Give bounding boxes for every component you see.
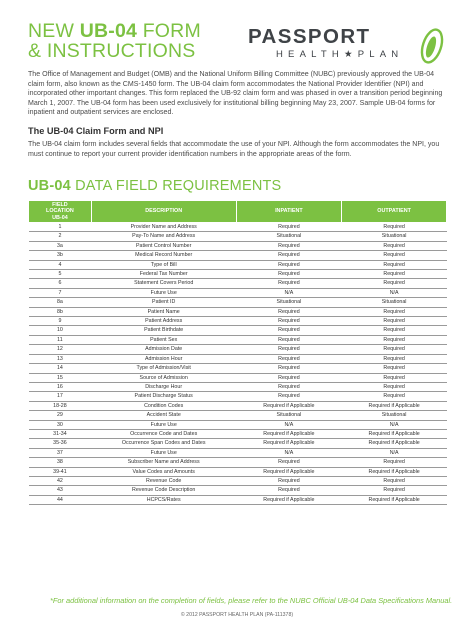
field-location-cell: 4 [29,260,92,269]
description-cell: Patient Sex [91,335,236,344]
description-cell: Patient Address [91,317,236,326]
inpatient-cell: Required [236,326,342,335]
passport-health-plan-logo [248,26,444,72]
header-description: DESCRIPTION [91,201,236,223]
description-cell: Admission Date [91,345,236,354]
outpatient-cell: Situational [342,232,447,241]
table-row [29,448,447,457]
field-location-cell: 35-36 [29,439,92,448]
outpatient-cell: N/A [342,288,447,297]
outpatient-cell: Required [342,251,447,260]
table-row [29,458,447,467]
description-cell: Patient Birthdate [91,326,236,335]
inpatient-cell: N/A [236,448,342,457]
inpatient-cell: Required [236,223,342,232]
field-location-cell: 15 [29,373,92,382]
data-field-requirements-heading: UB-04 DATA FIELD REQUIREMENTS [28,178,282,194]
inpatient-cell: Situational [236,411,342,420]
description-cell: Provider Name and Address [91,223,236,232]
title-line-1: NEW UB-04 FORM [28,20,201,42]
header-field-location: FIELD LOCATION UB-04 [29,201,92,223]
table-row [29,241,447,250]
description-cell: Condition Codes [91,401,236,410]
table-row [29,382,447,391]
table-row [29,251,447,260]
inpatient-cell: Required if Applicable [236,467,342,476]
description-cell: Type of Admission/Visit [91,364,236,373]
description-cell: Pay-To Name and Address [91,232,236,241]
npi-heading: The UB-04 Claim Form and NPI [28,126,164,136]
outpatient-cell: Required [342,307,447,316]
outpatient-cell: Required [342,270,447,279]
description-cell: Statement Covers Period [91,279,236,288]
header-outpatient: OUTPATIENT [342,201,447,223]
outpatient-cell: Situational [342,298,447,307]
inpatient-cell: Required [236,335,342,344]
table-row [29,486,447,495]
outpatient-cell: N/A [342,420,447,429]
table-row [29,467,447,476]
title-form-code: UB-04 [79,20,138,42]
field-location-cell: 42 [29,476,92,485]
header-inpatient: INPATIENT [236,201,342,223]
inpatient-cell: Required [236,279,342,288]
description-cell: Federal Tax Number [91,270,236,279]
inpatient-cell: Required [236,241,342,250]
logo-wordmark: PASSPORT [248,25,371,48]
logo-leaf-icon [418,26,444,70]
inpatient-cell: Required if Applicable [236,401,342,410]
description-cell: Revenue Code [91,476,236,485]
field-location-cell: 9 [29,317,92,326]
field-location-cell: 10 [29,326,92,335]
field-location-cell: 2 [29,232,92,241]
field-location-cell: 11 [29,335,92,344]
field-location-cell: 6 [29,279,92,288]
inpatient-cell: Required [236,251,342,260]
table-row [29,326,447,335]
description-cell: Source of Admission [91,373,236,382]
table-row [29,364,447,373]
table-row [29,270,447,279]
inpatient-cell: Required [236,354,342,363]
table-row [29,345,447,354]
field-location-cell: 3a [29,241,92,250]
table-row [29,307,447,316]
field-location-cell: 44 [29,495,92,504]
logo-star-icon: ★ [343,49,358,60]
description-cell: Future Use [91,448,236,457]
field-location-cell: 13 [29,354,92,363]
inpatient-cell: Required if Applicable [236,429,342,438]
description-cell: Patient Discharge Status [91,392,236,401]
description-cell: Revenue Code Description [91,486,236,495]
inpatient-cell: Required [236,307,342,316]
field-location-cell: 16 [29,382,92,391]
table-row [29,429,447,438]
description-cell: Patient ID [91,298,236,307]
table-row [29,392,447,401]
field-location-cell: 30 [29,420,92,429]
npi-paragraph: The UB-04 claim form includes several fields that accommodate the use of your NPI. Although the form accommodates the NPI, you must continue to report your current provider identification numbers in the appropriate areas of the form. [28,141,440,158]
outpatient-cell: Required if Applicable [342,401,447,410]
field-location-cell: 14 [29,364,92,373]
table-header-row [29,201,447,223]
outpatient-cell: Required [342,354,447,363]
table-row [29,401,447,410]
description-cell: Medical Record Number [91,251,236,260]
outpatient-cell: Required if Applicable [342,495,447,504]
footnote: *For additional information on the completion of fields, please refer to the NUBC Official UB-04 Data Specifications Manual. [50,596,453,605]
field-location-cell: 31-34 [29,429,92,438]
inpatient-cell: Required [236,270,342,279]
description-cell: Patient Control Number [91,241,236,250]
outpatient-cell: Required [342,382,447,391]
table-row [29,317,447,326]
inpatient-cell: Required [236,382,342,391]
description-cell: Accident State [91,411,236,420]
outpatient-cell: Required [342,260,447,269]
field-location-cell: 3b [29,251,92,260]
field-location-cell: 7 [29,288,92,297]
field-location-cell: 37 [29,448,92,457]
outpatient-cell: Required [342,241,447,250]
outpatient-cell: Required [342,279,447,288]
field-location-cell: 8b [29,307,92,316]
inpatient-cell: Situational [236,298,342,307]
logo-tagline: HEALTH★PLAN [276,49,404,60]
data-field-table [28,200,447,505]
table-row [29,411,447,420]
title-line-2: & INSTRUCTIONS [28,40,196,62]
outpatient-cell: Situational [342,411,447,420]
outpatient-cell: Required [342,486,447,495]
inpatient-cell: Required [236,260,342,269]
inpatient-cell: Required [236,392,342,401]
outpatient-cell: Required [342,476,447,485]
inpatient-cell: N/A [236,420,342,429]
table-row [29,232,447,241]
table-row [29,439,447,448]
table-row [29,354,447,363]
field-location-cell: 38 [29,458,92,467]
intro-paragraph: The Office of Management and Budget (OMB) and the National Uniform Billing Committee (NUBC) previously approved the UB-04 claim form, also known as the CMS-1450 form. The UB-04 claim form accommodates the National Provider Identifier (NPI) and incorporated other important changes. This form replaced the UB-92 claim form and was phased in over a transition period beginning March 1, 2007. The UB-04 form has been used exclusively for institutional billing beginning May 23, 2007. Sample UB-04 forms for inpatient and outpatient services are enclosed. [28,71,443,117]
description-cell: Type of Bill [91,260,236,269]
field-location-cell: 17 [29,392,92,401]
field-location-cell: 12 [29,345,92,354]
field-location-cell: 18-28 [29,401,92,410]
inpatient-cell: Required [236,345,342,354]
field-location-cell: 1 [29,223,92,232]
description-cell: Future Use [91,288,236,297]
description-cell: Occurrence Span Codes and Dates [91,439,236,448]
page-title [28,21,268,61]
inpatient-cell: Required [236,373,342,382]
table-row [29,476,447,485]
description-cell: HCPCS/Rates [91,495,236,504]
outpatient-cell: N/A [342,448,447,457]
field-location-cell: 8a [29,298,92,307]
copyright: © 2012 PASSPORT HEALTH PLAN (PA-111378) [180,612,294,618]
outpatient-cell: Required [342,335,447,344]
outpatient-cell: Required [342,317,447,326]
description-cell: Future Use [91,420,236,429]
outpatient-cell: Required if Applicable [342,467,447,476]
field-location-cell: 5 [29,270,92,279]
field-location-cell: 43 [29,486,92,495]
table-row [29,495,447,504]
table-row [29,260,447,269]
description-cell: Admission Hour [91,354,236,363]
inpatient-cell: N/A [236,288,342,297]
outpatient-cell: Required [342,364,447,373]
outpatient-cell: Required [342,458,447,467]
outpatient-cell: Required if Applicable [342,439,447,448]
table-row [29,335,447,344]
table-row [29,223,447,232]
inpatient-cell: Required if Applicable [236,439,342,448]
description-cell: Occurrence Code and Dates [91,429,236,438]
table-row [29,288,447,297]
table-row [29,279,447,288]
inpatient-cell: Situational [236,232,342,241]
description-cell: Discharge Hour [91,382,236,391]
inpatient-cell: Required [236,486,342,495]
description-cell: Patient Name [91,307,236,316]
inpatient-cell: Required [236,364,342,373]
description-cell: Value Codes and Amounts [91,467,236,476]
field-location-cell: 39-41 [29,467,92,476]
outpatient-cell: Required [342,326,447,335]
outpatient-cell: Required [342,223,447,232]
table-row [29,420,447,429]
outpatient-cell: Required [342,345,447,354]
inpatient-cell: Required [236,317,342,326]
outpatient-cell: Required [342,373,447,382]
field-location-cell: 29 [29,411,92,420]
outpatient-cell: Required if Applicable [342,429,447,438]
outpatient-cell: Required [342,392,447,401]
table-row [29,298,447,307]
inpatient-cell: Required if Applicable [236,495,342,504]
table-body [29,223,447,505]
table-row [29,373,447,382]
inpatient-cell: Required [236,476,342,485]
inpatient-cell: Required [236,458,342,467]
description-cell: Subscriber Name and Address [91,458,236,467]
